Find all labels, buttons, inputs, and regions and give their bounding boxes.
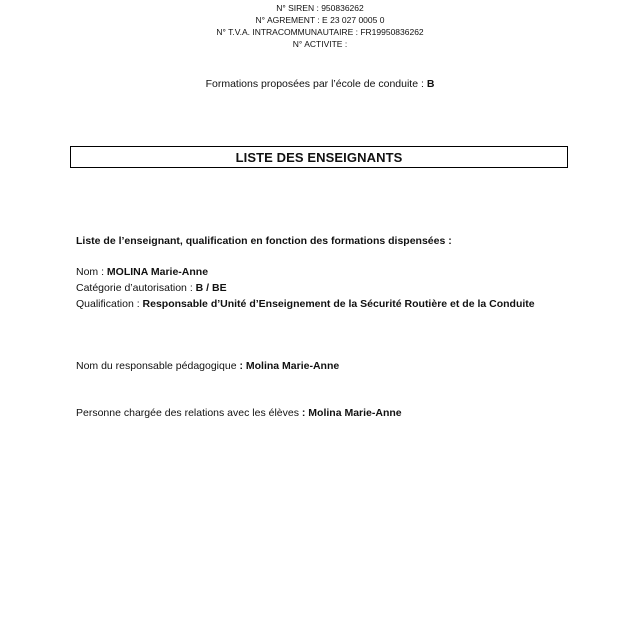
teacher-list-intro: Liste de l’enseignant, qualification en fonction des formations dispensées : (76, 235, 452, 247)
teacher-name-label: Nom : (76, 266, 107, 278)
activite-number: N° ACTIVITE : (292, 39, 348, 49)
title-box (70, 146, 568, 168)
teacher-qualification-value: Responsable d’Unité d’Enseignement de la Sécurité Routière et de la Conduite (142, 298, 535, 310)
tva-number: N° T.V.A. INTRACOMMUNAUTAIRE : FR19950836262 (216, 27, 424, 37)
teacher-name-row (76, 264, 564, 280)
formations-label: Formations proposées par l’école de conduite : (205, 78, 427, 90)
formations-value: B (426, 78, 435, 90)
siren-number: N° SIREN : 950836262 (276, 3, 364, 13)
teacher-category-value: B / BE (195, 282, 227, 294)
teacher-category-row (76, 280, 564, 296)
relations-eleves-label: Personne chargée des relations avec les élèves (76, 407, 302, 419)
formations-line (0, 77, 640, 91)
teacher-qualification-label: Qualification : (76, 298, 143, 310)
relations-eleves (76, 405, 564, 421)
responsable-pedagogique (76, 358, 564, 374)
teacher-entry (76, 264, 564, 312)
responsable-pedagogique-label: Nom du responsable pédagogique (76, 360, 240, 372)
teacher-qualification-row (76, 296, 564, 312)
teacher-category-label: Catégorie d’autorisation : (76, 282, 196, 294)
teacher-name-value: MOLINA Marie-Anne (106, 266, 209, 278)
page-title: LISTE DES ENSEIGNANTS (235, 149, 403, 165)
responsable-pedagogique-value: : Molina Marie-Anne (239, 360, 340, 372)
agrement-number: N° AGREMENT : E 23 027 0005 0 (255, 15, 385, 25)
relations-eleves-value: : Molina Marie-Anne (301, 407, 402, 419)
